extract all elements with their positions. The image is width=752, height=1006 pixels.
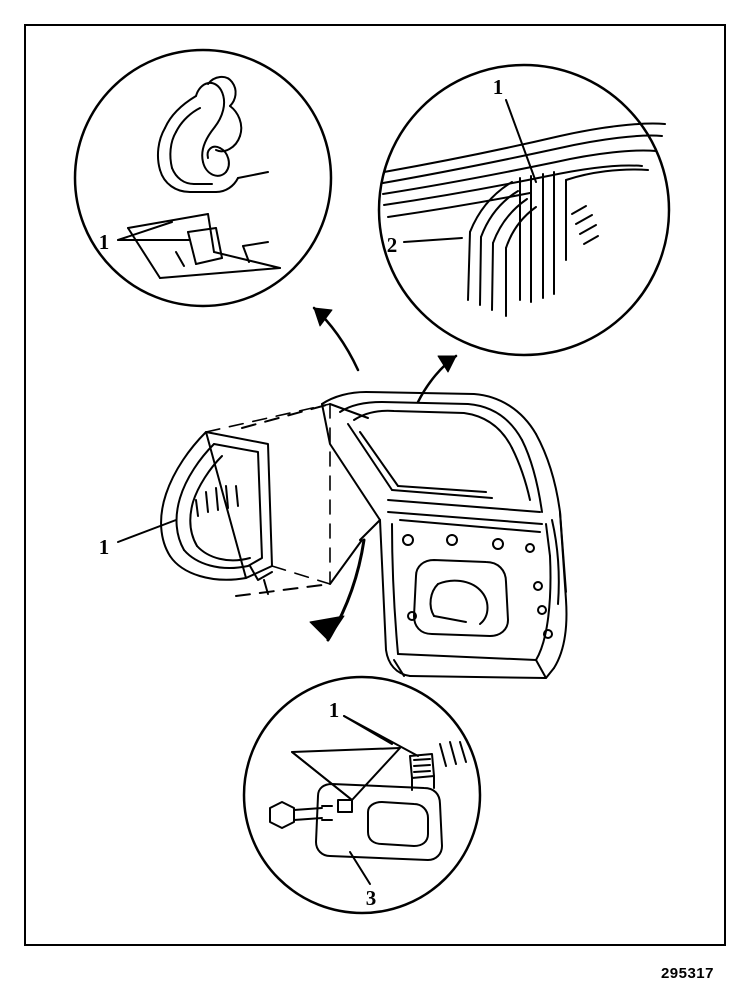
callout-upper-left-1: 1 [98, 230, 110, 254]
callout-lower-1: 1 [328, 698, 340, 722]
callout-main-1: 1 [98, 535, 110, 559]
figure-id: 295317 [660, 965, 714, 982]
callout-lower-3: 3 [365, 886, 377, 910]
callout-upper-right-2: 2 [386, 233, 398, 257]
callout-upper-right-1: 1 [492, 75, 504, 99]
